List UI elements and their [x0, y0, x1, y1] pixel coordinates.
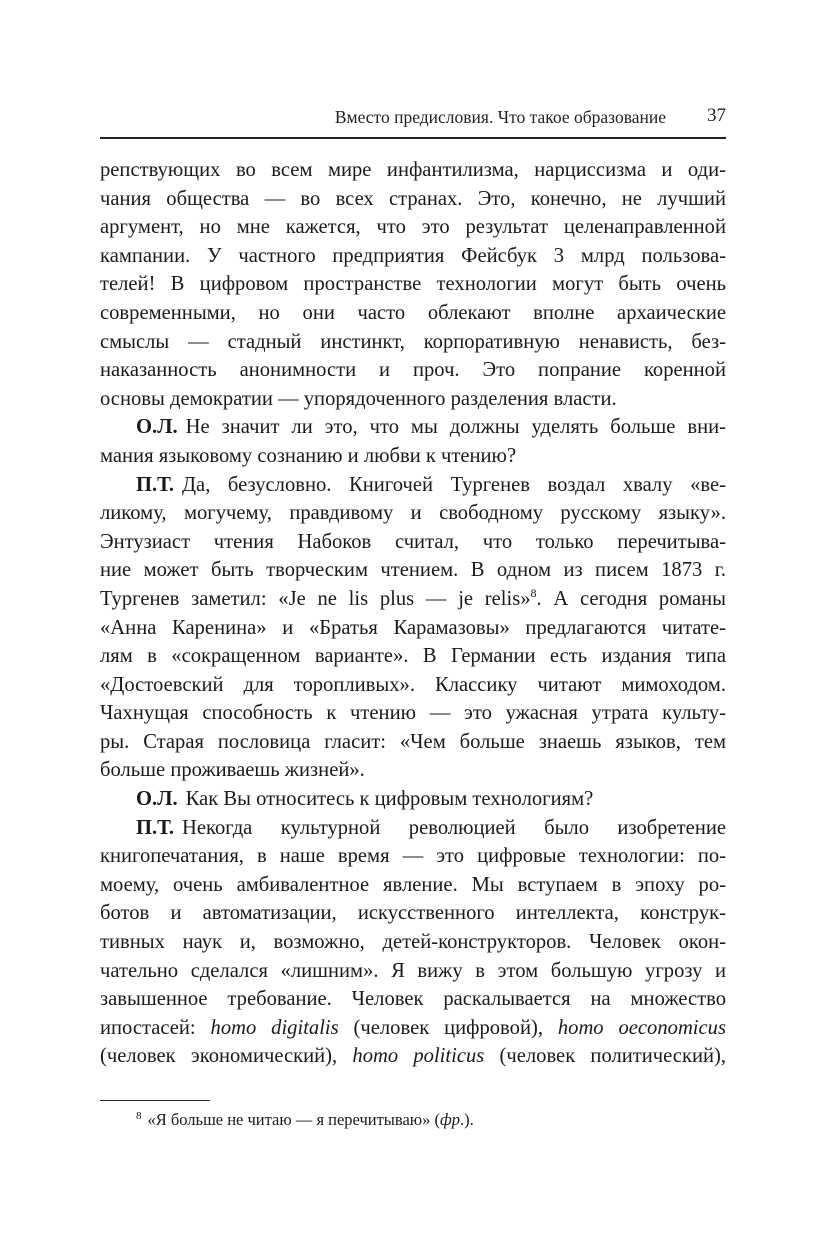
paragraph: [100, 413, 726, 470]
paragraph: [100, 814, 726, 1071]
line-text: (человек политический),: [484, 1045, 726, 1068]
text-line: Чахнущая способность к чтению — это ужасная утрата культу-: [100, 702, 726, 725]
italic-term: homo politicus: [352, 1045, 485, 1068]
text-line: наказанность анонимности и проч. Это попрание коренной: [100, 359, 726, 382]
text-line: [100, 1014, 726, 1043]
italic-term: homo digitalis: [210, 1016, 339, 1039]
text-line: [100, 471, 726, 500]
text-line: основы демократии — упорядоченного разделения власти.: [100, 387, 617, 410]
footnote: [136, 1110, 474, 1130]
page-number: 37: [707, 105, 726, 126]
text-line: «Достоевский для торопливых». Классику читают мимоходом.: [100, 673, 726, 696]
text-line: тивных наук и, возможно, детей-конструкторов. Человек окон-: [100, 931, 726, 954]
speaker-label: П.Т.: [136, 816, 174, 839]
text-line: ботов и автоматизации, искусственного интеллекта, конструк-: [100, 902, 726, 925]
main-text: [100, 156, 726, 1071]
paragraph: [100, 785, 726, 814]
text-line: чания общества — во всех странах. Это, конечно, не лучший: [100, 187, 726, 210]
speaker-label: О.Л.: [136, 416, 178, 439]
footnote-italic: фр: [440, 1110, 460, 1129]
text-line: ры. Старая пословица гласит: «Чем больше знаешь языков, тем: [100, 730, 726, 753]
text-line: ние может быть творческим чтением. В одном из писем 1873 г.: [100, 559, 726, 582]
text-line: [100, 785, 726, 814]
text-line: лям в «сокращенном варианте». В Германии есть издания типа: [100, 645, 726, 668]
line-text: (человек цифровой),: [338, 1016, 558, 1039]
running-title: Вместо предисловия. Что такое образование: [334, 107, 666, 127]
footnote-marker: 8: [136, 1110, 142, 1122]
text-line: «Анна Каренина» и «Братья Карамазовы» предлагаются читате-: [100, 616, 726, 639]
text-line: репствующих во всем мире инфантилизма, нарциссизма и оди-: [100, 159, 726, 181]
text-line: больше проживаешь жизней».: [100, 759, 365, 782]
line-text: Некогда культурной революцией было изобретение: [182, 816, 726, 839]
text-line: аргумент, но мне кажется, что это результат целенаправленной: [100, 216, 726, 239]
footnote-text: .).: [459, 1110, 474, 1129]
speaker-label: О.Л.: [136, 788, 178, 811]
text-line: Энтузиаст чтения Набоков считал, что только перечитыва-: [100, 530, 726, 553]
text-line: [100, 413, 726, 442]
text-line: моему, очень амбивалентное явление. Мы вступаем в эпоху ро-: [100, 873, 726, 896]
footnote-ref: 8: [530, 585, 537, 600]
line-text: Тургенев заметил: «Je ne lis plus — je relis»: [100, 587, 531, 610]
line-text: Да, безусловно. Книгочей Тургенев воздал хвалу «ве-: [182, 473, 726, 496]
running-header: [100, 105, 726, 139]
text-line: ликому, могучему, правдивому и свободному русскому языку».: [100, 502, 726, 525]
text-line: [100, 814, 726, 843]
line-text: Как Вы относитесь к цифровым технологиям?: [185, 788, 594, 811]
footnote-text: «Я больше не читаю — я перечитываю» (: [147, 1110, 440, 1129]
speaker-label: П.Т.: [136, 473, 174, 496]
line-text: ипостасей:: [100, 1016, 211, 1039]
line-text: Не значит ли это, что мы должны уделять больше вни-: [185, 416, 726, 439]
paragraph: [100, 471, 726, 786]
text-line: современными, но они часто облекают вполне архаические: [100, 301, 726, 324]
text-line: чательно сделался «лишним». Я вижу в этом большую угрозу и: [100, 959, 726, 982]
text-line: завышенное требование. Человек раскалывается на множество: [100, 988, 726, 1011]
italic-term: homo oeconomicus: [557, 1016, 726, 1039]
line-text: . А сегодня романы: [536, 587, 726, 610]
paragraph: [100, 156, 726, 413]
text-line: [100, 1042, 726, 1071]
text-line: книгопечатания, в наше время — это цифровые технологии: по-: [100, 845, 726, 868]
text-line: [100, 585, 726, 614]
text-line: мания языковому сознанию и любви к чтению?: [100, 444, 517, 467]
footnote-divider: [100, 1100, 210, 1101]
text-line: телей! В цифровом пространстве технологии могут быть очень: [100, 273, 726, 296]
text-line: кампании. У частного предприятия Фейсбук 3 млрд пользова-: [100, 244, 726, 267]
text-line: смыслы — стадный инстинкт, корпоративную ненависть, без-: [100, 330, 726, 353]
line-text: (человек экономический),: [100, 1045, 353, 1068]
